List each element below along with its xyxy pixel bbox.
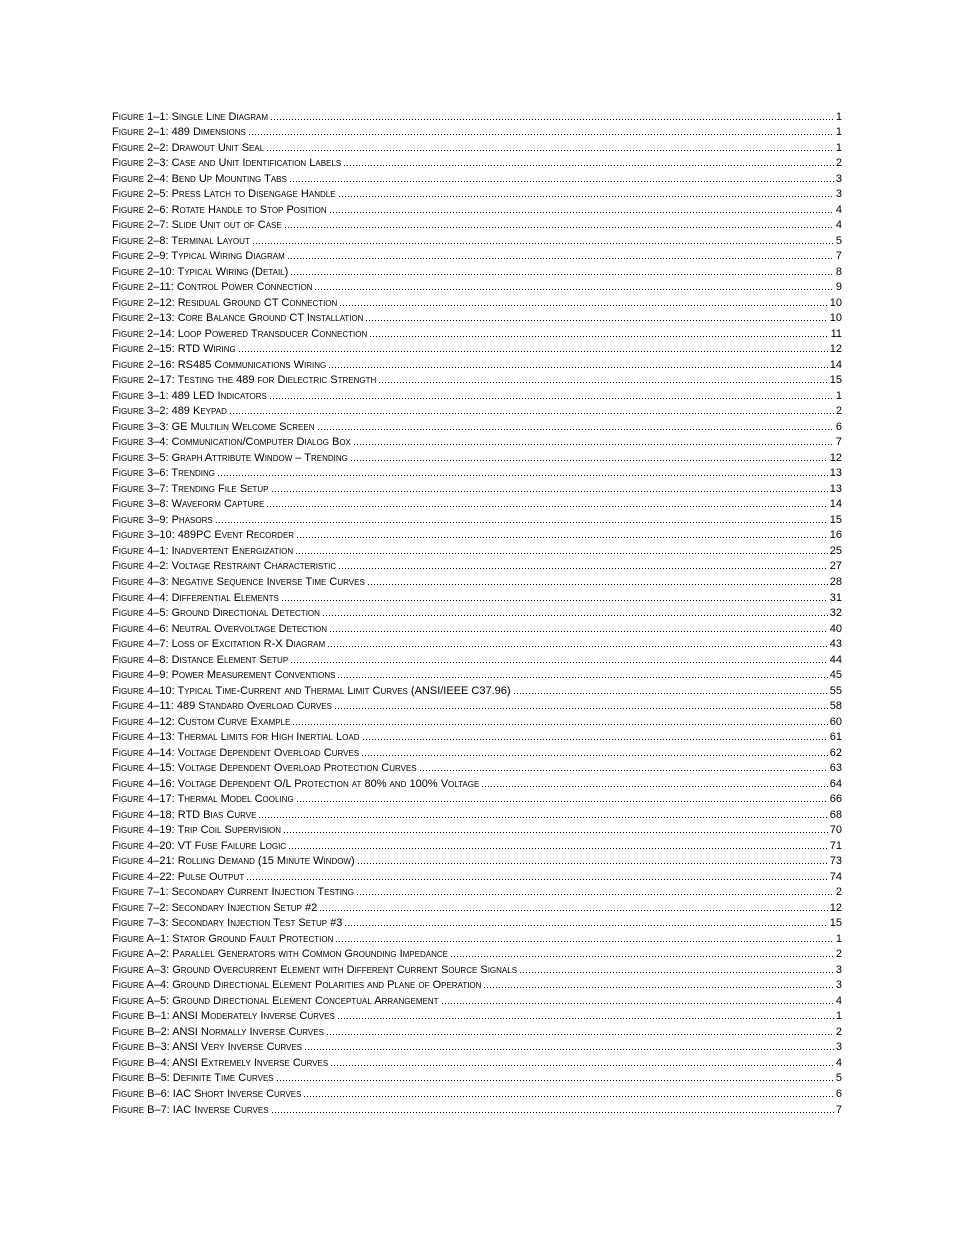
dot-leader [271, 1111, 834, 1114]
dot-leader [290, 661, 828, 664]
dot-leader [483, 986, 833, 989]
toc-entry-page: 6 [835, 1088, 842, 1100]
toc-entry-page: 31 [829, 591, 842, 604]
toc-entry[interactable] [112, 868, 842, 884]
dot-leader [339, 304, 827, 307]
toc-entry[interactable] [112, 915, 842, 931]
toc-entry[interactable] [112, 992, 842, 1008]
toc-entry-title: Figure 3–7: Trending File Setup [112, 482, 269, 495]
toc-entry-title: Figure 4–13: Thermal Limits for High Inertial Load [112, 731, 360, 744]
toc-entry-title: Figure A–3: Ground Overcurrent Element with Different Current Source Signals [112, 963, 518, 976]
toc-entry[interactable] [112, 325, 842, 341]
toc-entry-page: 43 [829, 638, 842, 651]
toc-entry-page: 1 [835, 932, 842, 945]
dot-leader [258, 816, 827, 819]
toc-entry-title: Figure 4–11: 489 Standard Overload Curves [112, 700, 332, 713]
toc-entry-page: 2 [835, 948, 842, 961]
toc-entry-title: Figure B–1: ANSI Moderately Inverse Curves [112, 1010, 335, 1023]
dot-leader [217, 474, 828, 477]
toc-entry-page: 64 [829, 777, 842, 790]
toc-entry-page: 11 [830, 327, 842, 340]
toc-entry[interactable] [112, 961, 842, 977]
toc-entry-title: Figure 4–15: Voltage Dependent Overload Protection Curves [112, 762, 417, 775]
dot-leader [287, 257, 834, 260]
toc-entry[interactable] [112, 822, 842, 838]
toc-entry-page: 27 [829, 560, 842, 573]
toc-entry-page: 1 [835, 141, 842, 154]
dot-leader [330, 1064, 834, 1067]
toc-entry-title: Figure 2–10: Typical Wiring (Detail) [112, 265, 289, 278]
dot-leader [269, 397, 834, 400]
toc-entry-title: Figure A–2: Parallel Generators with Common Grounding Impedance [112, 948, 448, 961]
toc-entry-title: Figure 3–5: Graph Attribute Window – Trending [112, 451, 348, 464]
dot-leader [322, 614, 828, 617]
dot-leader [319, 909, 828, 912]
toc-entry-page: 15 [829, 374, 842, 387]
toc-entry-page: 1 [835, 126, 842, 139]
toc-entry[interactable] [112, 558, 842, 574]
toc-entry[interactable] [112, 124, 842, 140]
dot-leader [343, 164, 834, 167]
toc-entry-title: Figure 4–6: Neutral Overvoltage Detection [112, 622, 328, 635]
toc-entry[interactable] [112, 310, 842, 326]
toc-entry-title: Figure 4–4: Differential Elements [112, 591, 279, 604]
toc-entry-title: Figure 4–8: Distance Element Setup [112, 653, 289, 666]
toc-entry[interactable] [112, 449, 842, 465]
toc-entry-title: Figure 4–1: Inadvertent Energization [112, 544, 294, 557]
dot-leader [357, 862, 828, 865]
toc-entry-page: 2 [835, 405, 842, 418]
toc-entry-title: Figure 2–16: RS485 Communications Wiring [112, 358, 327, 371]
dot-leader [296, 800, 828, 803]
dot-leader [378, 381, 828, 384]
dot-leader [266, 505, 827, 508]
toc-entry-title: Figure B–6: IAC Short Inverse Curves [112, 1088, 302, 1100]
toc-entry-title: Figure 4–12: Custom Curve Example [112, 715, 291, 728]
toc-entry-page: 9 [835, 281, 842, 294]
toc-entry[interactable] [112, 480, 842, 496]
toc-entry-title: Figure 2–11: Control Power Connection [112, 281, 313, 294]
toc-entry-title: Figure B–4: ANSI Extremely Inverse Curves [112, 1056, 329, 1069]
dot-leader [271, 490, 828, 493]
dot-leader [284, 226, 834, 229]
toc-entry[interactable] [112, 403, 842, 419]
toc-entry-page: 70 [829, 824, 842, 837]
toc-entry[interactable] [112, 356, 842, 372]
list-of-figures [112, 108, 842, 1117]
toc-entry-page: 7 [835, 436, 842, 449]
toc-entry-page: 12 [829, 901, 842, 914]
toc-entry-page: 73 [829, 855, 842, 868]
toc-entry-title: Figure 3–4: Communication/Computer Dialog Box [112, 436, 351, 449]
toc-entry-title: Figure 3–3: GE Multilin Welcome Screen [112, 420, 315, 433]
toc-entry[interactable] [112, 248, 842, 264]
dot-leader [350, 459, 828, 462]
toc-entry[interactable] [112, 930, 842, 946]
dot-leader [337, 676, 827, 679]
dot-leader [353, 443, 834, 446]
dot-leader [369, 335, 828, 338]
toc-entry-title: Figure 4–18: RTD Bias Curve [112, 808, 257, 821]
toc-entry-page: 12 [829, 451, 842, 464]
dot-leader [419, 769, 828, 772]
toc-entry[interactable] [112, 217, 842, 233]
toc-entry-title: Figure A–1: Stator Ground Fault Protection [112, 932, 334, 945]
dot-leader [304, 1048, 834, 1051]
dot-leader [344, 924, 827, 927]
toc-entry[interactable] [112, 372, 842, 388]
toc-entry[interactable] [112, 760, 842, 776]
dot-leader [327, 645, 828, 648]
dot-leader [329, 630, 828, 633]
toc-entry-title: Figure 4–16: Voltage Dependent O/L Protection at 80% and 100% Voltage [112, 777, 480, 790]
dot-leader [329, 211, 834, 214]
dot-leader [229, 412, 834, 415]
toc-entry-page: 3 [835, 188, 842, 201]
dot-leader [361, 754, 828, 757]
toc-entry-title: Figure 3–10: 489PC Event Recorder [112, 529, 295, 542]
toc-entry-title: Figure 2–12: Residual Ground CT Connection [112, 296, 338, 309]
toc-entry-page: 13 [829, 482, 842, 495]
toc-entry[interactable] [112, 387, 842, 403]
toc-entry-page: 13 [829, 467, 842, 480]
toc-entry-page: 3 [835, 172, 842, 185]
dot-leader [326, 1033, 834, 1036]
toc-entry-page: 16 [829, 529, 842, 542]
toc-entry[interactable] [112, 899, 842, 915]
dot-leader [266, 149, 834, 152]
dot-leader [450, 955, 834, 958]
toc-entry[interactable] [112, 729, 842, 745]
toc-entry[interactable] [112, 511, 842, 527]
toc-entry[interactable] [112, 1085, 842, 1101]
toc-entry-page: 10 [829, 312, 842, 325]
toc-entry-page: 15 [829, 917, 842, 930]
toc-entry-title: Figure B–7: IAC Inverse Curves [112, 1103, 269, 1116]
toc-entry-title: Figure 4–2: Voltage Restraint Characteristic [112, 560, 337, 573]
dot-leader [276, 1079, 834, 1082]
toc-entry-page: 45 [829, 669, 842, 682]
toc-entry[interactable] [112, 573, 842, 589]
toc-entry-title: Figure 2–3: Case and Unit Identification Labels [112, 157, 342, 170]
dot-leader [215, 521, 828, 524]
toc-entry-title: Figure 2–9: Typical Wiring Diagram [112, 250, 285, 263]
toc-entry[interactable] [112, 1008, 842, 1024]
toc-entry[interactable] [112, 806, 842, 822]
toc-entry[interactable] [112, 170, 842, 186]
toc-entry[interactable] [112, 1070, 842, 1086]
toc-entry-page: 44 [829, 653, 842, 666]
toc-entry[interactable] [112, 279, 842, 295]
toc-entry-page: 2 [835, 1025, 842, 1038]
toc-entry[interactable] [112, 698, 842, 714]
dot-leader [314, 288, 833, 291]
toc-entry-page: 28 [829, 575, 842, 588]
toc-entry[interactable] [112, 791, 842, 807]
toc-entry[interactable] [112, 465, 842, 481]
toc-entry-title: Figure 2–1: 489 Dimensions [112, 126, 246, 139]
toc-entry-page: 1 [835, 1010, 842, 1023]
toc-entry-title: Figure 4–19: Trip Coil Supervision [112, 824, 282, 837]
toc-entry-title: Figure 4–7: Loss of Excitation R-X Diagram [112, 638, 326, 651]
toc-entry-title: Figure B–5: Definite Time Curves [112, 1072, 274, 1085]
toc-entry[interactable] [112, 418, 842, 434]
toc-entry-page: 4 [835, 219, 842, 232]
toc-entry-title: Figure 2–17: Testing the 489 for Dielectric Strength [112, 374, 377, 387]
toc-entry-title: Figure 3–6: Trending [112, 467, 215, 480]
toc-entry-page: 1 [835, 389, 842, 402]
toc-entry[interactable] [112, 775, 842, 791]
toc-entry[interactable] [112, 294, 842, 310]
dot-leader [334, 707, 828, 710]
dot-leader [519, 971, 834, 974]
dot-leader [270, 118, 834, 121]
toc-entry-title: Figure 4–5: Ground Directional Detection [112, 607, 320, 620]
toc-entry-page: 4 [835, 1056, 842, 1069]
toc-entry-page: 55 [829, 684, 842, 697]
toc-entry[interactable] [112, 667, 842, 683]
toc-entry-title: Figure 7–3: Secondary Injection Test Setup #3 [112, 917, 343, 930]
toc-entry-page: 7 [835, 1103, 842, 1116]
toc-entry[interactable] [112, 155, 842, 171]
toc-entry[interactable] [112, 201, 842, 217]
toc-entry-page: 1 [835, 110, 842, 123]
toc-entry-title: Figure 4–20: VT Fuse Failure Logic [112, 839, 287, 852]
toc-entry-title: Figure B–3: ANSI Very Inverse Curves [112, 1041, 302, 1054]
toc-entry-page: 5 [835, 1072, 842, 1085]
dot-leader [295, 552, 828, 555]
dot-leader [248, 133, 834, 136]
toc-entry[interactable] [112, 341, 842, 357]
dot-leader [513, 692, 828, 695]
toc-entry[interactable] [112, 434, 842, 450]
toc-entry[interactable] [112, 853, 842, 869]
toc-entry-page: 58 [829, 700, 842, 713]
toc-entry-title: Figure 2–13: Core Balance Ground CT Installation [112, 312, 364, 325]
toc-entry-page: 4 [835, 203, 842, 216]
toc-entry-page: 4 [835, 994, 842, 1007]
toc-entry-page: 2 [835, 886, 842, 899]
dot-leader [338, 195, 834, 198]
dot-leader [289, 180, 834, 183]
toc-entry[interactable] [112, 232, 842, 248]
toc-entry-title: Figure A–5: Ground Directional Element Conceptual Arrangement [112, 994, 439, 1007]
toc-entry-page: 2 [835, 157, 842, 170]
dot-leader [317, 428, 834, 431]
toc-entry-page: 63 [829, 762, 842, 775]
dot-leader [362, 738, 828, 741]
toc-entry-page: 60 [829, 715, 842, 728]
dot-leader [367, 583, 828, 586]
toc-entry[interactable] [112, 108, 842, 124]
dot-leader [238, 350, 828, 353]
toc-entry-title: Figure 1–1: Single Line Diagram [112, 110, 268, 123]
dot-leader [337, 1017, 834, 1020]
toc-entry-page: 7 [835, 250, 842, 263]
dot-leader [481, 785, 827, 788]
toc-entry-page: 62 [829, 746, 842, 759]
toc-entry[interactable] [112, 1054, 842, 1070]
dot-leader [303, 1095, 833, 1098]
toc-entry-title: Figure A–4: Ground Directional Element Polarities and Plane of Operation [112, 979, 482, 992]
toc-entry[interactable] [112, 946, 842, 962]
toc-entry[interactable] [112, 527, 842, 543]
toc-entry[interactable] [112, 884, 842, 900]
toc-entry-title: Figure 4–17: Thermal Model Cooling [112, 793, 294, 806]
dot-leader [328, 366, 827, 369]
toc-entry-page: 40 [829, 622, 842, 635]
dot-leader [288, 847, 828, 850]
toc-entry-page: 3 [835, 963, 842, 976]
toc-entry[interactable] [112, 620, 842, 636]
toc-entry[interactable] [112, 837, 842, 853]
toc-entry-page: 25 [829, 544, 842, 557]
toc-entry[interactable] [112, 589, 842, 605]
toc-entry[interactable] [112, 1101, 842, 1117]
toc-entry-title: Figure 2–8: Terminal Layout [112, 234, 250, 247]
dot-leader [296, 536, 828, 539]
toc-entry-title: Figure 3–8: Waveform Capture [112, 498, 265, 511]
toc-entry-title: Figure 4–10: Typical Time-Current and Thermal Limit Curves (ANSI/IEEE C37.96) [112, 684, 511, 697]
toc-entry[interactable] [112, 744, 842, 760]
toc-entry[interactable] [112, 713, 842, 729]
toc-entry-title: Figure 3–1: 489 LED Indicators [112, 389, 267, 402]
toc-entry-title: Figure 4–3: Negative Sequence Inverse Time Curves [112, 575, 365, 588]
dot-leader [356, 893, 834, 896]
dot-leader [441, 1002, 834, 1005]
toc-entry-page: 5 [835, 234, 842, 247]
toc-entry-title: Figure 2–14: Loop Powered Transducer Connection [112, 327, 368, 340]
toc-entry-title: Figure 4–22: Pulse Output [112, 870, 245, 883]
toc-entry-title: Figure 4–14: Voltage Dependent Overload Curves [112, 746, 360, 759]
toc-entry-page: 12 [829, 343, 842, 356]
toc-entry-page: 6 [835, 420, 842, 433]
toc-entry[interactable] [112, 263, 842, 279]
toc-entry-title: Figure 2–6: Rotate Handle to Stop Position [112, 203, 327, 216]
dot-leader [252, 242, 834, 245]
toc-entry-title: Figure 4–9: Power Measurement Conventions [112, 669, 336, 682]
dot-leader [290, 273, 834, 276]
toc-entry-page: 3 [835, 979, 842, 992]
toc-entry[interactable] [112, 636, 842, 652]
toc-entry-title: Figure 2–15: RTD Wiring [112, 343, 236, 356]
toc-entry-title: Figure 2–4: Bend Up Mounting Tabs [112, 172, 287, 185]
toc-entry-title: Figure 4–21: Rolling Demand (15 Minute Window) [112, 855, 355, 868]
toc-entry-title: Figure 2–5: Press Latch to Disengage Handle [112, 188, 336, 201]
dot-leader [338, 567, 828, 570]
toc-entry[interactable] [112, 542, 842, 558]
toc-entry-page: 68 [829, 808, 842, 821]
toc-entry[interactable] [112, 977, 842, 993]
toc-entry-page: 15 [829, 513, 842, 526]
toc-entry-title: Figure B–2: ANSI Normally Inverse Curves [112, 1025, 324, 1038]
toc-entry-title: Figure 2–2: Drawout Unit Seal [112, 141, 265, 154]
toc-entry-page: 14 [829, 358, 842, 371]
dot-leader [335, 940, 833, 943]
toc-entry[interactable] [112, 651, 842, 667]
toc-entry-page: 8 [835, 265, 842, 278]
toc-entry[interactable] [112, 496, 842, 512]
toc-entry-title: Figure 2–7: Slide Unit out of Case [112, 219, 282, 232]
dot-leader [283, 831, 828, 834]
toc-entry[interactable] [112, 1039, 842, 1055]
toc-entry-page: 32 [829, 607, 842, 620]
toc-entry-page: 10 [829, 296, 842, 309]
dot-leader [246, 878, 828, 881]
toc-entry-title: Figure 7–2: Secondary Injection Setup #2 [112, 901, 318, 914]
toc-entry-page: 61 [829, 731, 842, 744]
toc-entry[interactable] [112, 682, 842, 698]
toc-entry[interactable] [112, 139, 842, 155]
toc-entry[interactable] [112, 605, 842, 621]
toc-entry-page: 3 [835, 1041, 842, 1054]
toc-entry-title: Figure 7–1: Secondary Current Injection Testing [112, 886, 354, 899]
toc-entry-page: 74 [829, 870, 842, 883]
toc-entry-page: 14 [829, 498, 842, 511]
dot-leader [292, 723, 827, 726]
toc-entry[interactable] [112, 186, 842, 202]
toc-entry-title: Figure 3–9: Phasors [112, 513, 213, 526]
toc-entry-title: Figure 3–2: 489 Keypad [112, 405, 227, 418]
toc-entry-page: 66 [829, 793, 842, 806]
dot-leader [365, 319, 827, 322]
toc-entry[interactable] [112, 1023, 842, 1039]
toc-entry-page: 71 [829, 839, 842, 852]
dot-leader [281, 599, 828, 602]
